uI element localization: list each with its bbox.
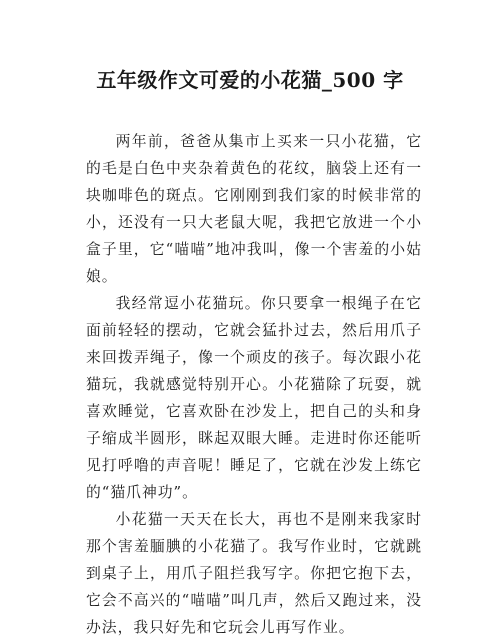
document-body xyxy=(86,128,422,641)
document-title: 五年级作文可爱的小花猫_500 字 xyxy=(96,68,404,92)
paragraph-2: 我经常逗小花猫玩。你只要拿一根绳子在它面前轻轻的摆动，它就会猛扑过去，然后用爪子来回拨弄绳子，像一个顽皮的孩子。每次跟小花猫玩，我就感觉特别开心。小花猫除了玩耍，就喜欢睡觉，它喜欢卧在沙发上，把自己的头和身子缩成半圆形，眯起双眼大睡。走进时你还能听见打呼噜的声音呢！睡足了，它就在沙发上练它的“猫爪神功”。 xyxy=(86,295,422,501)
paragraph-1: 两年前，爸爸从集市上买来一只小花猫，它的毛是白色中夹杂着黄色的花纹，脑袋上还有一块咖啡色的斑点。它刚刚到我们家的时候非常的小，还没有一只大老鼠大呢，我把它放进一个小盒子里，它“喵喵”地冲我叫，像一个害羞的小姑娘。 xyxy=(86,133,422,285)
paragraph-3: 小花猫一天天在长大，再也不是刚来我家时那个害羞腼腆的小花猫了。我写作业时，它就跳到桌子上，用爪子阻拦我写字。你把它抱下去，它会不高兴的“喵喵”叫几声，然后又跑过来，没办法，我只好先和它玩会儿再写作业。 xyxy=(86,511,422,636)
